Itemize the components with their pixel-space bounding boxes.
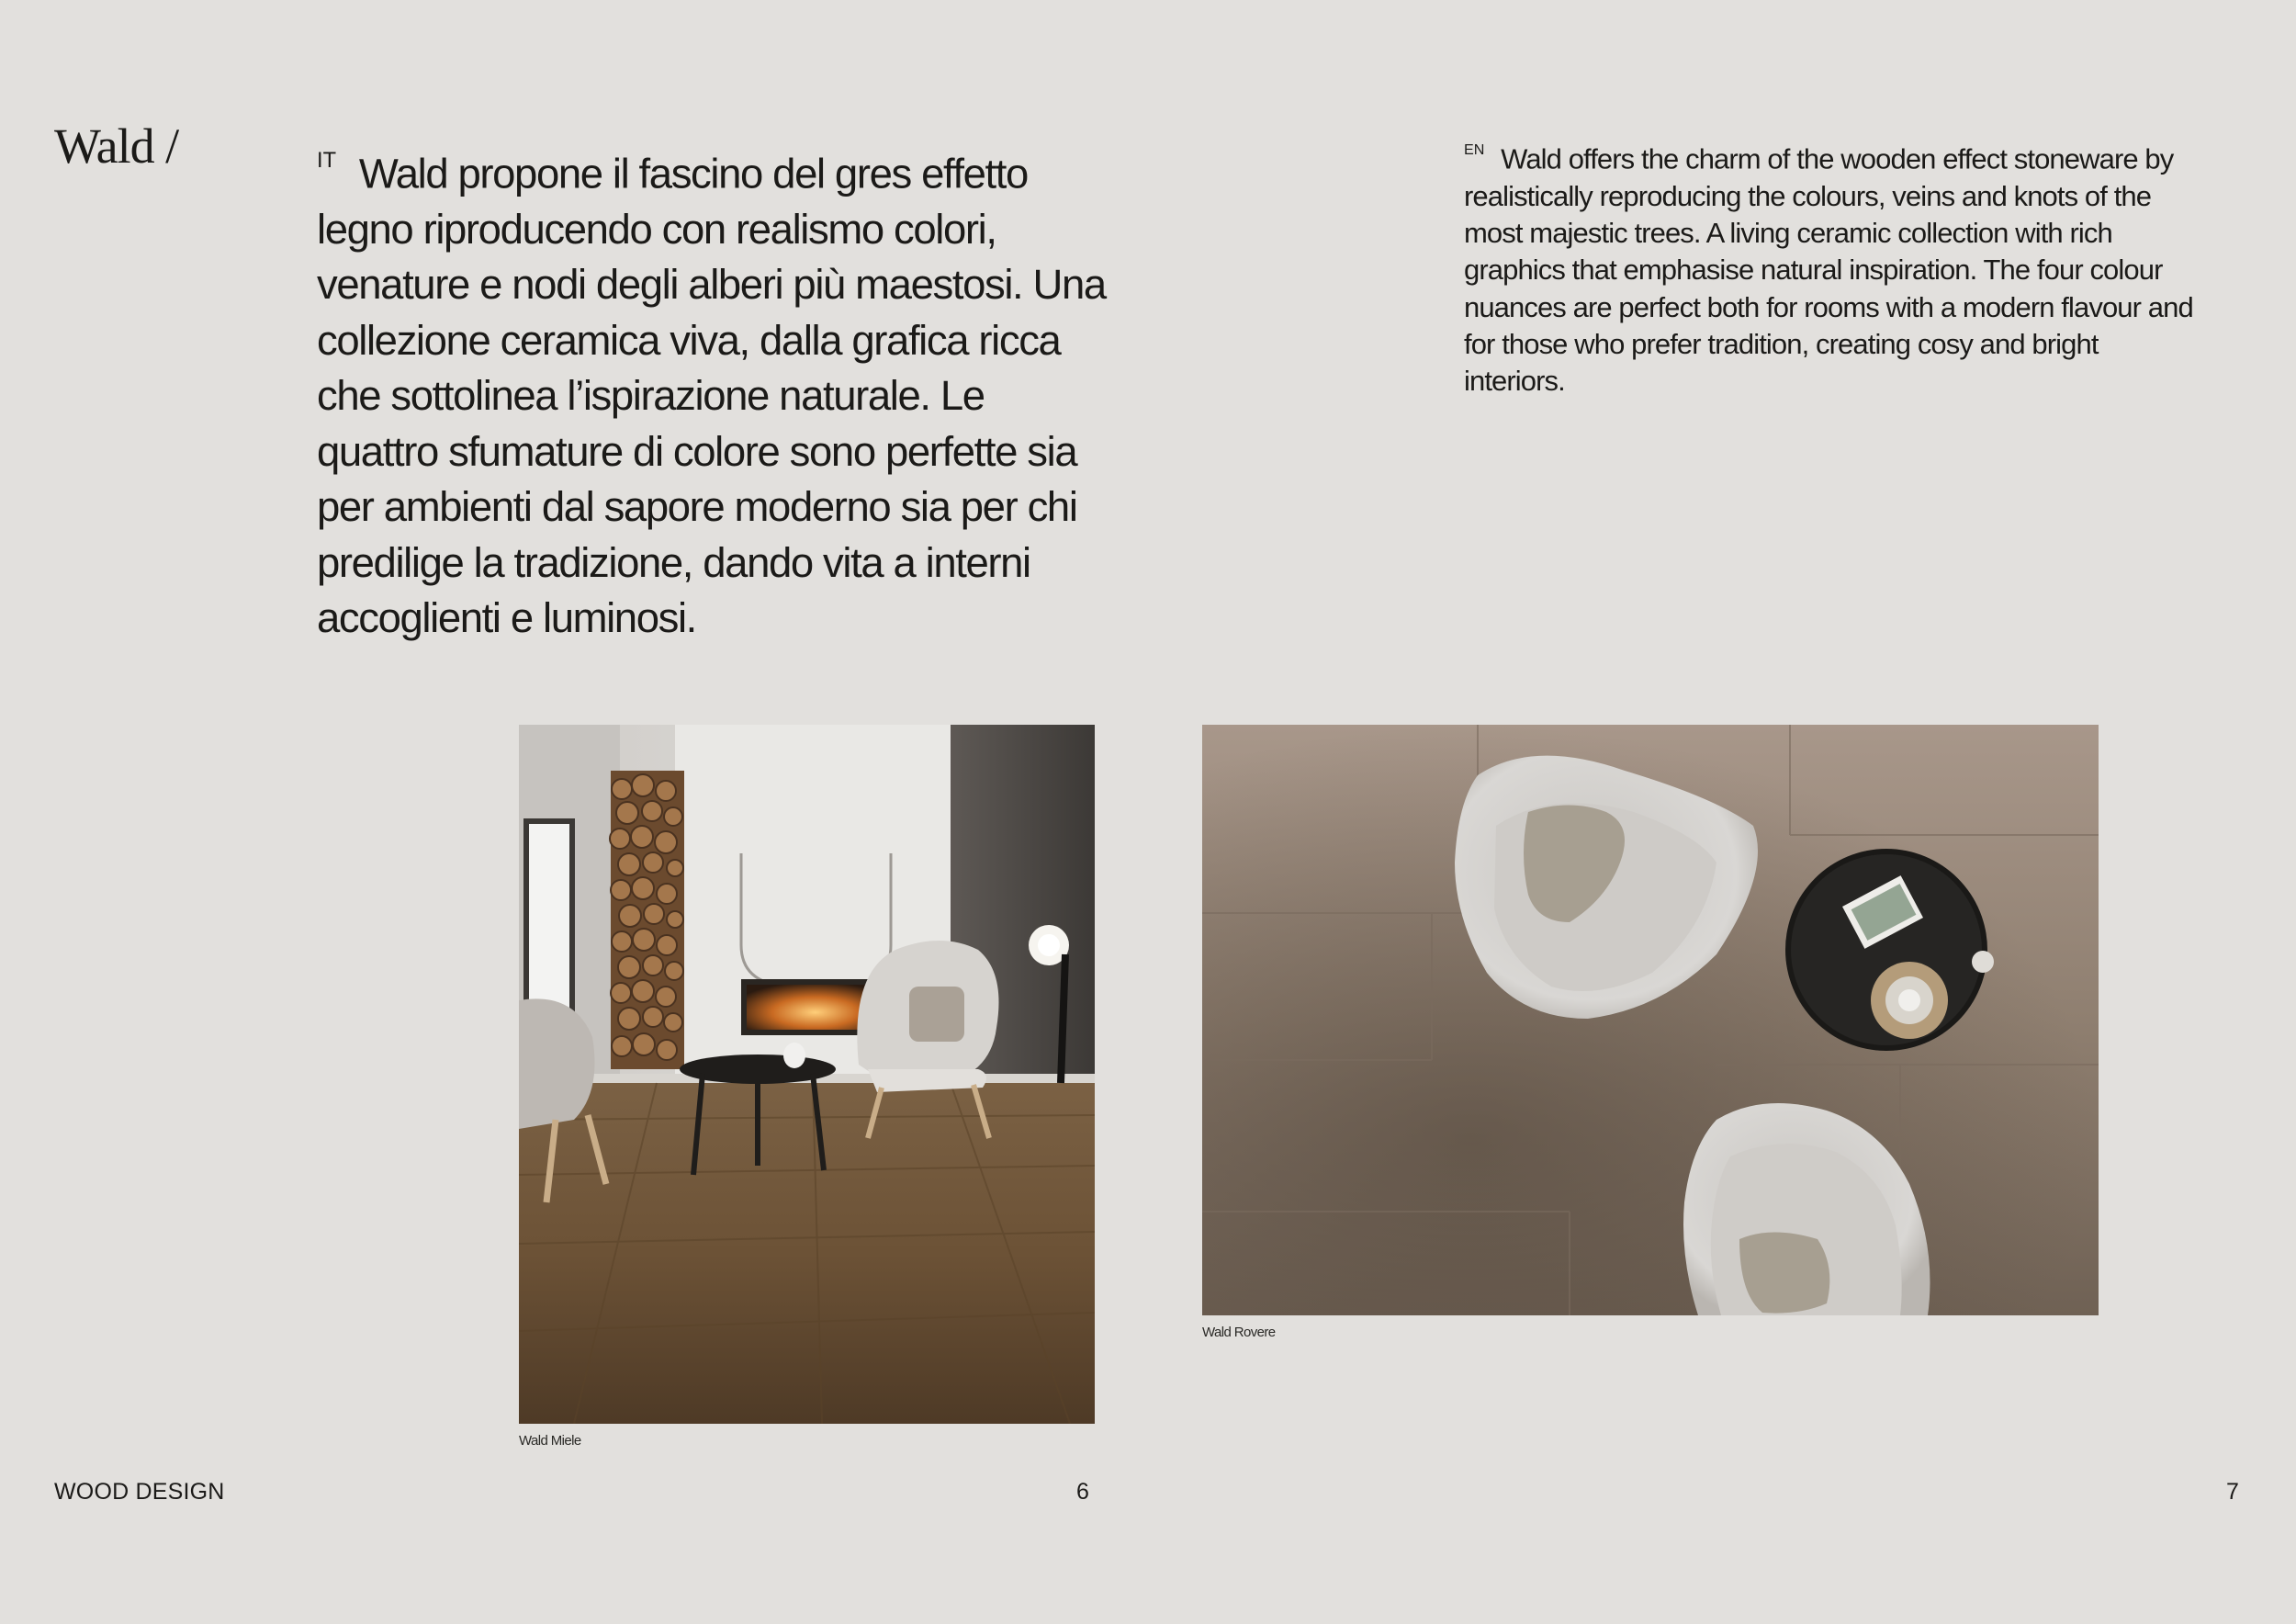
wald-miele-photo [519,725,1095,1424]
footer-section-label: WOOD DESIGN [54,1479,225,1505]
caption-wald-rovere: Wald Rovere [1202,1325,1276,1340]
page-number-right: 7 [2226,1479,2240,1505]
italian-description [317,133,1107,647]
lang-label-it: IT [317,149,337,173]
page-number-left: 6 [1076,1479,1090,1505]
english-text: Wald offers the charm of the wooden effect stoneware by realistically reproducing the colours, veins and knots of the most majestic trees. A living ceramic collection with rich graphics that emphasise natural inspiration. The four colour nuances are perfect both for rooms with a modern flavour and for those who prefer tradition, creating cosy and bright interiors. [1464,142,2193,398]
page-title: Wald / [54,118,179,174]
wald-rovere-photo [1202,725,2099,1315]
caption-wald-miele: Wald Miele [519,1433,581,1449]
lang-label-en: EN [1464,141,1485,158]
italian-text: Wald propone il fascino del gres effetto legno riproducendo con realismo colori, venature e nodi degli alberi più maestosi. Una collezione ceramica viva, dalla grafica ricca che sottolinea l’ispirazione naturale. Le quattro sfumature di colore sono perfette sia per ambienti dal sapore moderno sia per chi predilige la tradizione, dando vita a interni accoglienti e luminosi. [317,150,1106,642]
english-description [1464,131,2199,400]
